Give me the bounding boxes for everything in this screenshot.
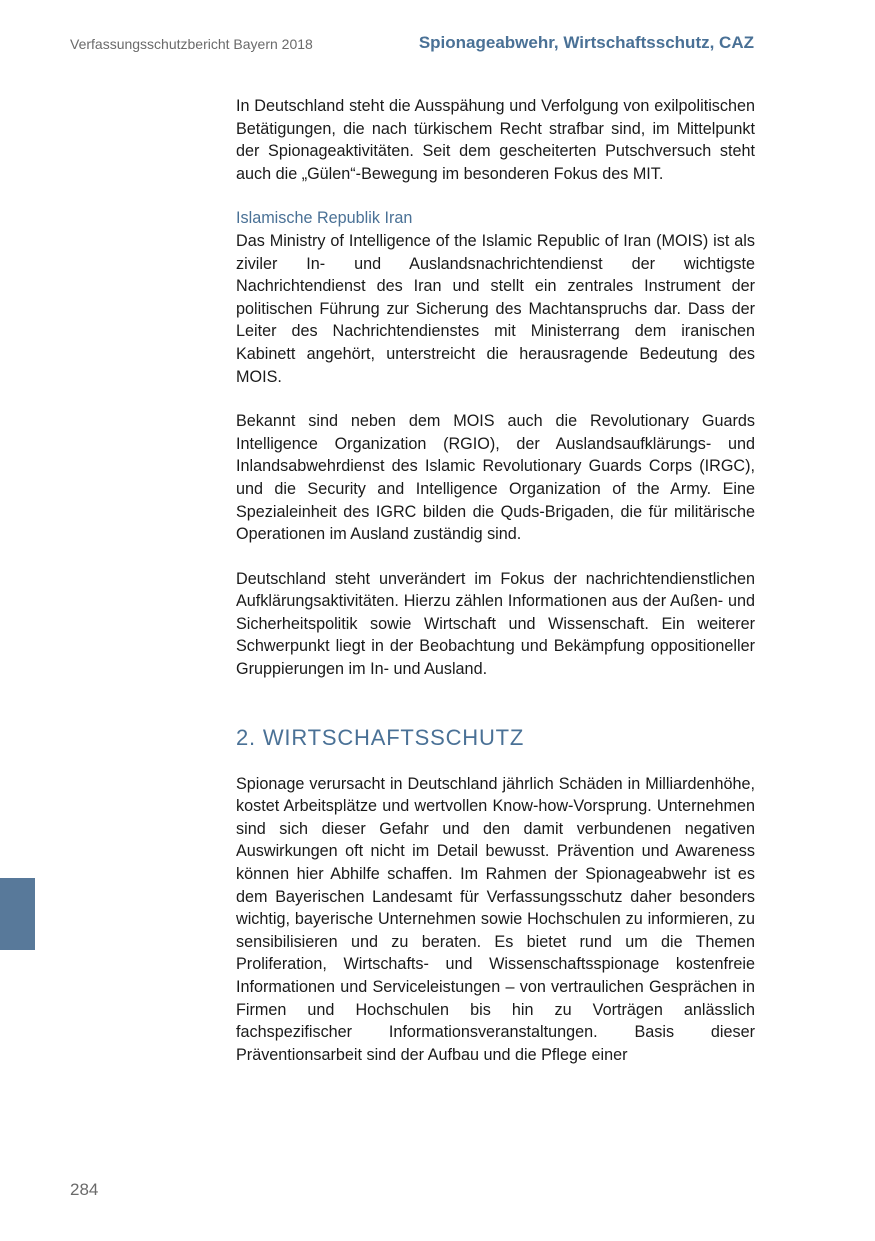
chapter-title: Spionageabwehr, Wirtschaftsschutz, CAZ [418,33,754,52]
paragraph-rgio: Bekannt sind neben dem MOIS auch die Revolutionary Guards Intelligence Organization (RGIO), der Auslandsaufklärungs- und Inlandsabwehrdienst des Islamic Revolutionary Guards Corps (IRGC), und die Security and Intelligence Organization of the Army. Eine Spezialeinheit des IGRC bilden die Quds-Brigaden, die für militärische Operationen im Ausland zuständig sind. [236,412,755,544]
paragraph-mois: Das Ministry of Intelligence of the Islamic Republic of Iran (MOIS) ist als ziviler In- und Auslandsnachrichtendienst der wichtigste Nachrichtendienst des Iran und stellt ein zentrales Instrument der politischen Führung zur Sicherung des Machtanspruchs dar. Dass der Leiter des Nachrichtendienstes mit Ministerrang dem iranischen Kabinett angehört, unterstreicht die herausragende Bedeutung des MOIS. [236,231,755,386]
section-heading-wirtschaftsschutz: 2. WIRTSCHAFTSSCHUTZ [236,724,525,750]
page-number: 284 [70,1180,99,1199]
paragraph-germany-focus: Deutschland steht unverändert im Fokus der nachrichtendienstlichen Aufklärungsaktivitäten. Hierzu zählen Informationen aus der Außen- und Sicherheitspolitik sowie Wirtschaft und Wissenschaft. Ein weiterer Schwerpunkt liegt in der Beobachtung und Bekämpfung oppositioneller Gruppierungen im In- und Ausland. [236,569,755,679]
subheading-iran: Islamische Republik Iran [236,209,413,228]
chapter-side-tab [0,878,35,950]
running-header-title: Verfassungsschutzbericht Bayern 2018 [70,36,313,52]
paragraph-turkey: In Deutschland steht die Ausspähung und Verfolgung von exilpolitischen Betätigungen, die nach türkischem Recht strafbar sind, im Mittelpunkt der Spionageaktivitäten. Seit dem gescheiterten Putschversuch steht auch die „Gülen“-Bewegung im besonderen Fokus des MIT. [236,97,755,183]
body-text [236,95,755,1066]
paragraph-wirtschaftsschutz: Spionage verursacht in Deutschland jährlich Schäden in Milliardenhöhe, kostet Arbeitsplätze und wertvollen Know-how-Vorsprung. Unternehmen sind sich dieser Gefahr und den damit verbundenen negativen Auswirkungen oft nicht im Detail bewusst. Prävention und Awareness können hier Abhilfe schaffen. Im Rahmen der Spionageabwehr ist es dem Bayerischen Landesamt für Verfassungsschutz daher besonders wichtig, bayerische Unternehmen sowie Hochschulen zu informieren, zu sensibilisieren und zu beraten. Es bietet rund um die Themen Proliferation, Wirtschafts- und Wissenschaftsspionage kostenfreie Informationen und Serviceleistungen – von vertraulichen Gesprächen in Firmen und Hochschulen bis hin zu Vorträgen anlässlich fachspezifischer Informationsveranstaltungen. Basis dieser Präventionsarbeit sind der Aufbau und die Pflege einer [236,774,755,1064]
